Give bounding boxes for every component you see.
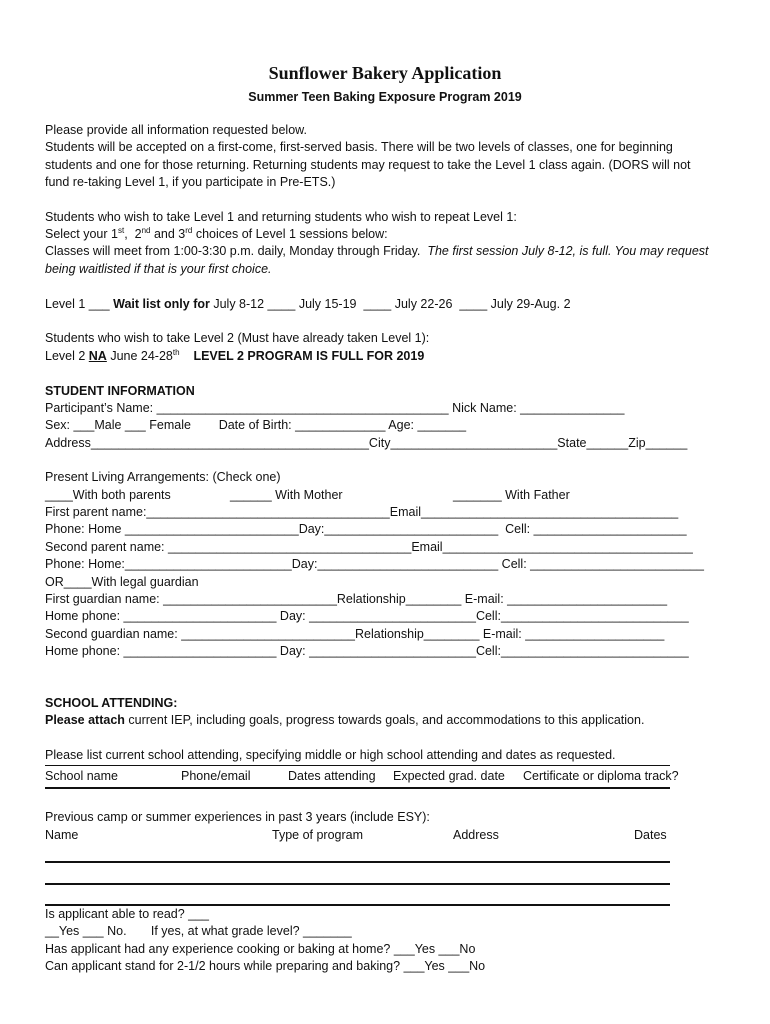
camp-col-type: Type of program <box>272 828 364 842</box>
intro-line-4: fund re-taking Level 1, if you participate in Pre-ETS.) <box>45 175 336 189</box>
legal-guardian-option[interactable]: OR____With legal guardian <box>45 575 199 589</box>
school-list-instruction: Please list current school attending, specifying middle or high school attending and dates as requested. <box>45 748 616 762</box>
camp-col-address: Address <box>453 828 499 842</box>
page-subtitle: Summer Teen Baking Exposure Program 2019 <box>248 90 522 104</box>
school-col-grad: Expected grad. date <box>393 769 505 783</box>
first-parent-field[interactable]: First parent name:___________________________________Email_____________________________________ <box>45 505 679 519</box>
school-heading: SCHOOL ATTENDING: <box>45 696 178 710</box>
intro-line-2: Students will be accepted on a first-come, first-served basis. There will be two levels of classes, one for beginning <box>45 140 673 154</box>
school-col-track: Certificate or diploma track? <box>523 769 679 783</box>
level1-classes-italic-line: being waitlisted if that is your first choice. <box>45 262 272 276</box>
camp-entry-rule-1[interactable] <box>45 861 670 863</box>
camp-col-dates: Dates <box>634 828 667 842</box>
level1-classes-line: Classes will meet from 1:00-3:30 p.m. daily, Monday through Friday. The first session July 8-12, is full. You may request <box>45 244 709 258</box>
level1-heading: Students who wish to take Level 1 and returning students who wish to repeat Level 1: <box>45 210 517 224</box>
living-heading: Present Living Arrangements: (Check one) <box>45 470 281 484</box>
stand-question[interactable]: Can applicant stand for 2-1/2 hours while preparing and baking? ___Yes ___No <box>45 959 486 973</box>
cooking-question[interactable]: Has applicant had any experience cooking or baking at home? ___Yes ___No <box>45 942 476 956</box>
guardian-home-phone-2-field[interactable]: Home phone: ______________________ Day: ________________________Cell:___________________________ <box>45 644 689 658</box>
sex-dob-age-field[interactable]: Sex: ___Male ___ Female Date of Birth: _____________ Age: _______ <box>45 418 467 432</box>
both-parents-option[interactable]: ____With both parents <box>45 488 171 502</box>
level1-select-line: Select your 1st, 2nd and 3rd choices of Level 1 sessions below: <box>45 225 388 241</box>
second-parent-field[interactable]: Second parent name: ___________________________________Email____________________________________ <box>45 540 693 554</box>
camp-entry-rule-2[interactable] <box>45 883 670 885</box>
phone-home-1-field[interactable]: Phone: Home _________________________Day:_________________________ Cell: ______________________ <box>45 522 687 536</box>
read-question[interactable]: Is applicant able to read? ___ <box>45 907 210 921</box>
student-info-heading: STUDENT INFORMATION <box>45 384 195 398</box>
first-guardian-field[interactable]: First guardian name: _________________________Relationship________ E-mail: _______________________ <box>45 592 668 606</box>
page-title: Sunflower Bakery Application <box>268 63 502 83</box>
with-father-option[interactable]: _______ With Father <box>453 488 570 502</box>
second-guardian-field[interactable]: Second guardian name: _________________________Relationship________ E-mail: ____________________ <box>45 627 665 641</box>
intro-line-1: Please provide all information requested below. <box>45 123 307 137</box>
level2-full-notice: LEVEL 2 PROGRAM IS FULL FOR 2019 <box>193 349 425 363</box>
school-col-name: School name <box>45 769 118 783</box>
school-entry-rule[interactable] <box>45 787 670 789</box>
school-table-top-rule <box>45 765 670 766</box>
school-col-phone: Phone/email <box>181 769 251 783</box>
level2-heading: Students who wish to take Level 2 (Must have already taken Level 1): <box>45 331 430 345</box>
intro-line-3: students and one for those returning. Returning students may request to take the Level 1 class again. (DORS will not <box>45 158 691 172</box>
address-field[interactable]: Address________________________________________City________________________State______Zip______ <box>45 436 688 450</box>
level1-choices-line: Level 1 ___ Wait list only for July 8-12 ____ July 15-19 ____ July 22-26 ____ July 29-Aug. 2 <box>45 297 571 311</box>
level2-line: Level 2 NA June 24-28th LEVEL 2 PROGRAM IS FULL FOR 2019 <box>45 347 425 363</box>
with-mother-option[interactable]: ______ With Mother <box>230 488 343 502</box>
participant-name-field[interactable]: Participant’s Name: __________________________________________ Nick Name: _______________ <box>45 401 625 415</box>
read-yes-no[interactable]: __Yes ___ No. If yes, at what grade level? _______ <box>45 924 352 938</box>
level2-na: NA <box>88 349 107 363</box>
school-col-dates: Dates attending <box>288 769 376 783</box>
camp-col-name: Name <box>45 828 79 842</box>
phone-home-2-field[interactable]: Phone: Home:________________________Day:__________________________ Cell: _________________________ <box>45 557 704 571</box>
camp-heading: Previous camp or summer experiences in past 3 years (include ESY): <box>45 810 430 824</box>
attach-iep-line: Please attach current IEP, including goals, progress towards goals, and accommodations to this application. <box>45 713 645 727</box>
guardian-home-phone-1-field[interactable]: Home phone: ______________________ Day: ________________________Cell:___________________________ <box>45 609 689 623</box>
